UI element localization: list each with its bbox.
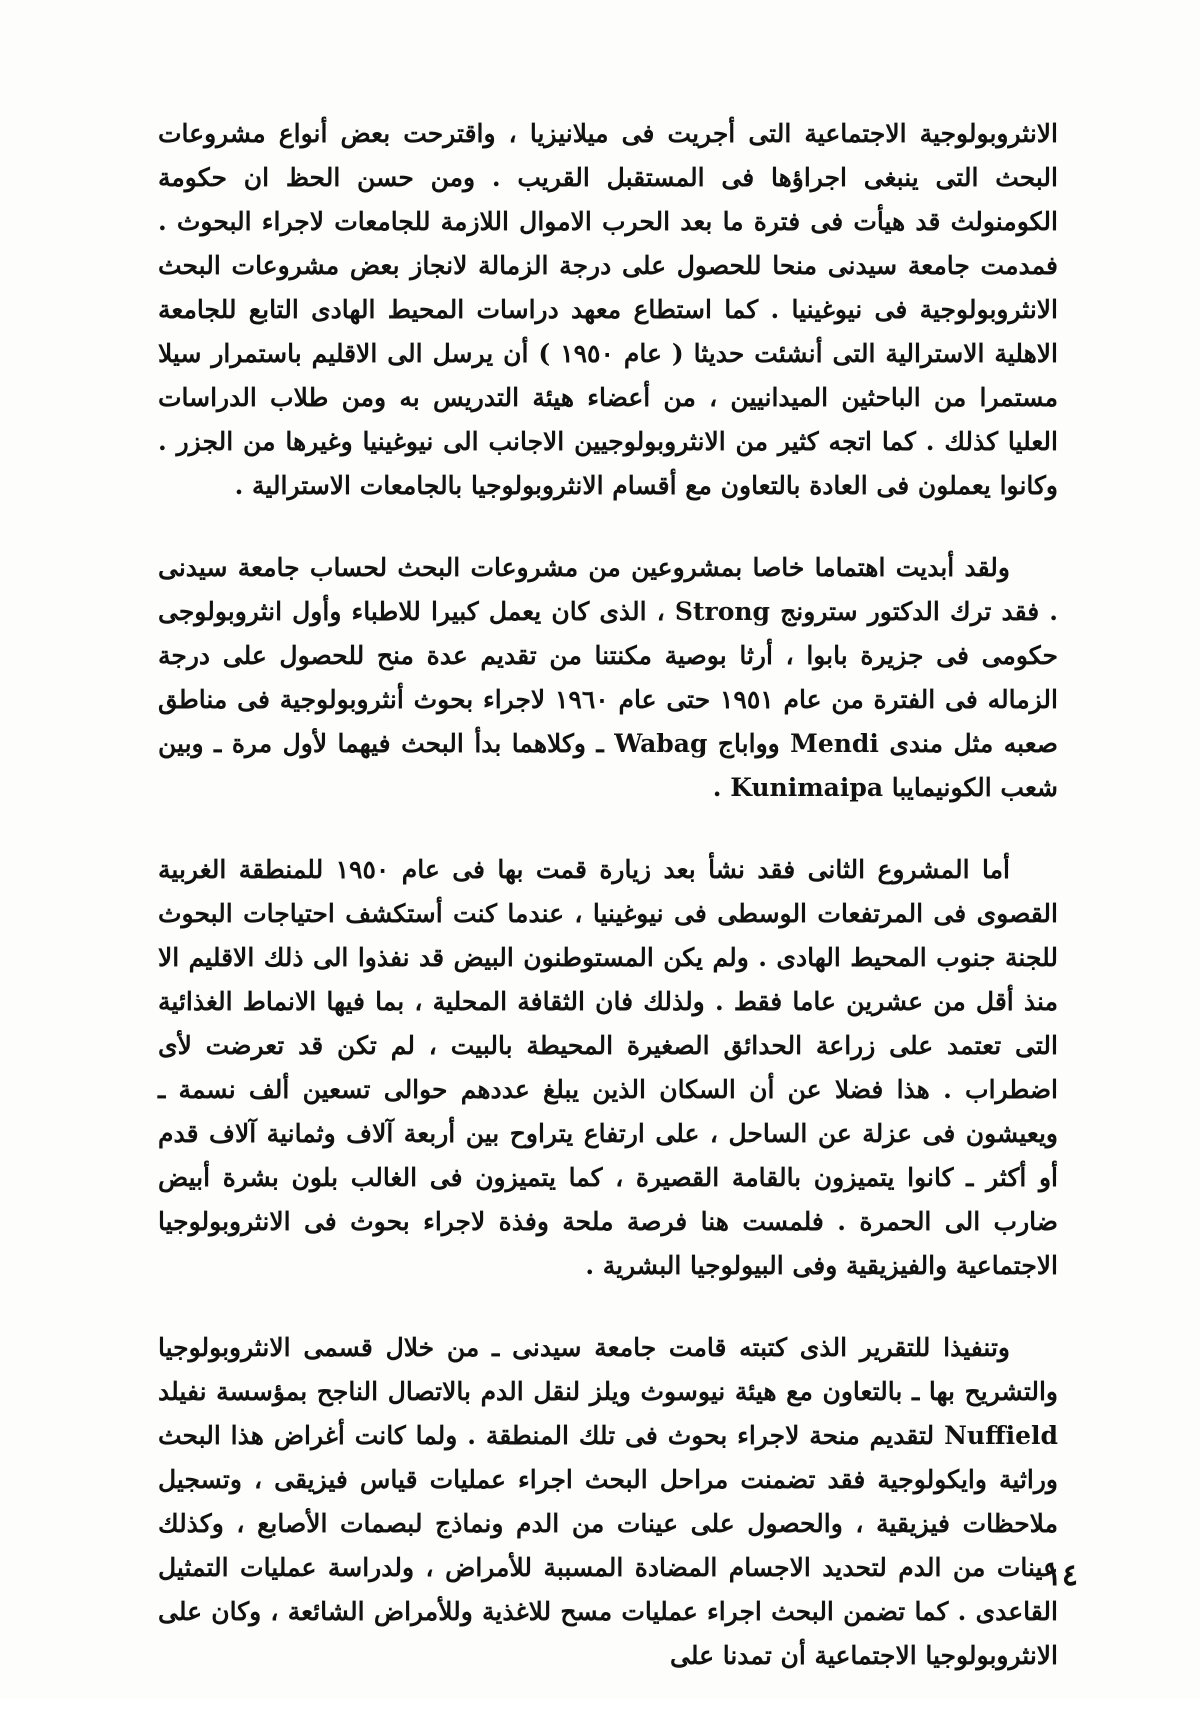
paragraph-3: أما المشروع الثانى فقد نشأ بعد زيارة قمت بها فى عام ١٩٥٠ للمنطقة الغربية القصوى فى المرتفعات الوسطى فى نيوغينيا ، عندما كنت أستكشف احتياجات البحوث للجنة جنوب المحيط الهادى . ولم يكن المستوطنون البيض قد نفذوا الى ذلك الاقليم الا منذ أقل من عشرين عاما فقط . ولذلك فان الثقافة المحلية ، بما فيها الانماط الغذائية التى تعتمد على زراعة الحدائق الصغيرة المحيطة بالبيت ، لم تكن قد تعرضت لأى اضطراب . هذا فضلا عن أن السكان الذين يبلغ عددهم حوالى تسعين ألف نسمة ـ ويعيشون فى عزلة عن الساحل ، على ارتفاع يتراوح بين أربعة آلاف وثمانية آلاف قدم أو أكثر ـ كانوا يتميزون بالقامة القصيرة ، كما يتميزون فى الغالب بلون بشرة أبيض ضارب الى الحمرة . فلمست هنا فرصة ملحة وفذة لاجراء بحوث فى الانثروبولوجيا الاجتماعية والفيزيقية وفى البيولوجيا البشرية .: [158, 855, 1058, 1280]
page-number: ١٤: [1045, 1558, 1078, 1593]
paragraph-4: وتنفيذا للتقرير الذى كتبته قامت جامعة سيدنى ـ من خلال قسمى الانثروبولوجيا والتشريح بها ـ بالتعاون مع هيئة نيوسوث ويلز لنقل الدم بالاتصال الناجح بمؤسسة نفيلد Nuffield لتقديم منحة لاجراء بحوث فى تلك المنطقة . ولما كانت أغراض هذا البحث وراثية وايكولوجية فقد تضمنت مراحل البحث اجراء عمليات قياس فيزيقى ، وتسجيل ملاحظات فيزيقية ، والحصول على عينات من الدم ونماذج لبصمات الأصابع ، وكذلك عينات من الدم لتحديد الاجسام المضادة المسببة للأمراض ، ولدراسة عمليات التمثيل القاعدى . كما تضمن البحث اجراء عمليات مسح للاغذية وللأمراض الشائعة ، وكان على الانثروبولوجيا الاجتماعية أن تمدنا على: [158, 1333, 1058, 1670]
paragraph-1: الانثروبولوجية الاجتماعية التى أجريت فى ميلانيزيا ، واقترحت بعض أنواع مشروعات البحث التى ينبغى اجراؤها فى المستقبل القريب . ومن حسن الحظ ان حكومة الكومنولث قد هيأت فى فترة ما بعد الحرب الاموال اللازمة للجامعات لاجراء البحوث . فمدمت جامعة سيدنى منحا للحصول على درجة الزمالة لانجاز بعض مشروعات البحث الانثروبولوجية فى نيوغينيا . كما استطاع معهد دراسات المحيط الهادى التابع للجامعة الاهلية الاسترالية التى أنشئت حديثا ( عام ١٩٥٠ ) أن يرسل الى الاقليم باستمرار سيلا مستمرا من الباحثين الميدانيين ، من أعضاء هيئة التدريس به ومن طلاب الدراسات العليا كذلك . كما اتجه كثير من الانثروبولوجيين الاجانب الى نيوغينيا وغيرها من الجزر . وكانوا يعملون فى العادة بالتعاون مع أقسام الانثروبولوجيا بالجامعات الاسترالية .: [158, 119, 1058, 500]
paragraph-2: ولقد أبديت اهتماما خاصا بمشروعين من مشروعات البحث لحساب جامعة سيدنى . فقد ترك الدكتور سترونج Strong ، الذى كان يعمل كبيرا للاطباء وأول انثروبولوجى حكومى فى جزيرة بابوا ، أرثا بوصية مكنتنا من تقديم عدة منح للحصول على درجة الزماله فى الفترة من عام ١٩٥١ حتى عام ١٩٦٠ لاجراء بحوث أنثروبولوجية فى مناطق صعبه مثل مندى Mendi وواباج Wabag ـ وكلاهما بدأ البحث فيهما لأول مرة ـ وبين شعب الكونيمايبا Kunimaipa .: [158, 553, 1058, 802]
body-text: [158, 112, 1058, 1716]
